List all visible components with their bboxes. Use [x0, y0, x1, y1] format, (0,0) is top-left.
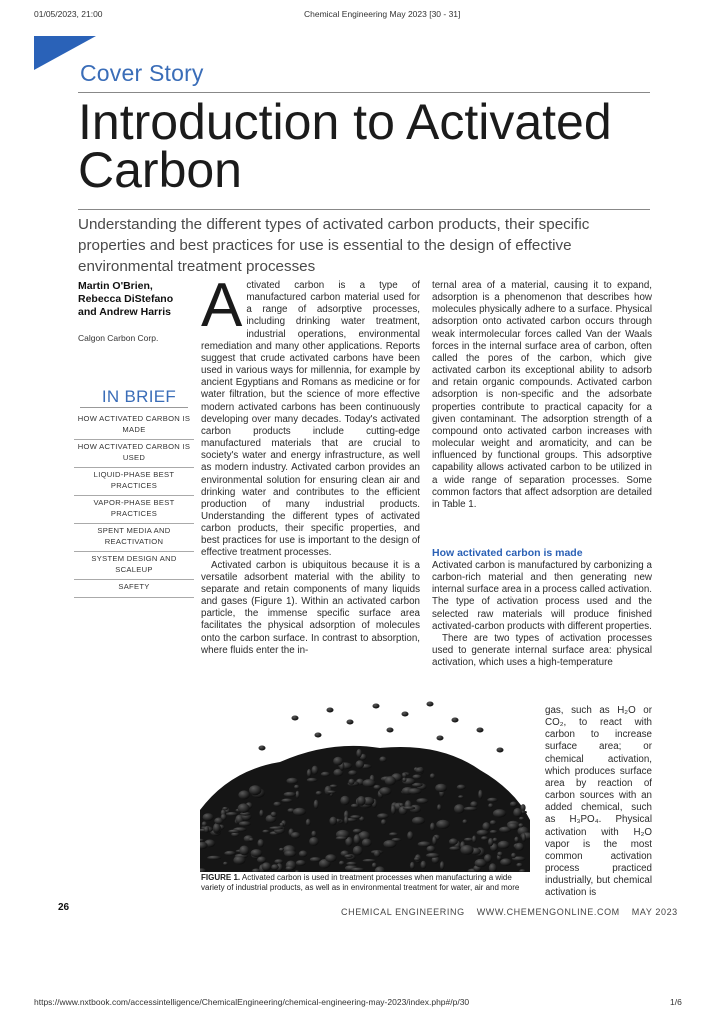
carbon-granule: [213, 823, 220, 833]
carbon-granule: [373, 704, 380, 709]
carbon-granule: [392, 838, 402, 841]
carbon-granule: [280, 823, 285, 827]
carbon-granule: [291, 832, 300, 838]
carbon-granule: [481, 836, 488, 840]
carbon-granule: [460, 845, 473, 855]
running-footer: [341, 907, 690, 917]
body-paragraph: ctivated carbon is a type of manufactured carbon material used for a range of adsorptive processes, including drinking water treatment, industrial operations, environmental remediation and many other applications. Reports suggest that crude activated carbons have been used in various ways for millennia, for example by ancient Egyptians and Romans as medicine or for water filtration, but the science of more effective modern activated carbons has been continuously developing over many decades. Today's activated carbon products include cutting-edge manufactured materials that are crucial to society's water and energy infrastructure, as well as modern industry. Activated carbon provides an environmental solution for ensuring clean air and drinking water and contributes to the efficient production of many industrial products. Understanding the different types of activated carbon products, their specific properties, and best practices for use is important to the design of effective treatment processes.: [201, 280, 420, 559]
carbon-granule: [257, 857, 266, 864]
carbon-granule: [330, 785, 338, 788]
in-brief-heading: IN BRIEF: [101, 387, 177, 406]
carbon-granule: [222, 807, 228, 810]
carbon-granule: [490, 830, 498, 834]
carbon-granule: [475, 859, 487, 867]
carbon-granule: [407, 831, 413, 840]
body-paragraph: ternal area of a material, causing it to expand, adsorption is a phenomenon that describes how molecules physically adhere to a surface. Physical adsorption onto activated carbon occurs through weak intermolecular forces called Van der Waals forces in the internal surface area of carbon, often called the pores of the carbon, which give activated carbon its exceptional ability to adsorb and retain organic compounds. Activated carbon adsorption is non-specific and the adsorbate properties contribute to practical capacity for a given contaminant. The adsorption strength of a compound onto activated carbon increases with molecular weight and aromaticity, and can be influenced by functional groups. This adsorptive capability allows activated carbon to be utilized in a wide range of separation processes. Some common factors that affect adsorption are detailed in Table 1.: [432, 280, 652, 510]
carbon-granule: [347, 720, 354, 725]
carbon-granule: [309, 837, 319, 846]
carbon-granule: [514, 837, 518, 843]
carbon-granule: [500, 858, 511, 865]
carbon-granule: [515, 843, 524, 851]
carbon-granule: [292, 716, 299, 721]
carbon-granule: [344, 854, 352, 858]
carbon-granule: [203, 813, 214, 821]
carbon-granule: [449, 846, 460, 850]
carbon-granule: [346, 862, 357, 866]
carbon-granule: [421, 861, 427, 869]
carbon-granule: [510, 802, 517, 807]
carbon-granule: [379, 787, 391, 795]
divider: [78, 209, 650, 210]
figure-caption-text: Activated carbon is used in treatment processes when manufacturing a wide variety of industrial products, as well as in environmental treatment for water, air and more: [201, 873, 520, 892]
print-datetime: 01/05/2023, 21:00: [34, 9, 103, 19]
carbon-granule: [284, 850, 296, 857]
body-paragraph: Activated carbon is manufactured by carbonizing a carbon-rich material and then generating new internal surface area in a process called activation. The type of activation process used and the selected raw materials will produce finished activated-carbon products with different properties.: [432, 560, 653, 632]
carbon-granule: [452, 718, 459, 723]
carbon-granule: [508, 823, 519, 830]
in-brief-list: [74, 412, 194, 598]
carbon-granule: [519, 817, 524, 820]
carbon-granule: [427, 702, 434, 707]
section-heading: How activated carbon is made: [432, 547, 583, 559]
carbon-granule: [402, 773, 407, 778]
carbon-granule: [249, 838, 254, 841]
carbon-granule: [239, 821, 251, 826]
carbon-granule: [416, 798, 428, 803]
carbon-granule: [430, 823, 435, 831]
carbon-granule: [325, 786, 332, 795]
carbon-granule: [350, 815, 361, 819]
carbon-granule: [233, 856, 245, 865]
issue-date: MAY 2023: [631, 907, 678, 917]
figure-caption: [201, 873, 536, 893]
carbon-granule: [274, 859, 283, 864]
page-number: 26: [58, 902, 70, 913]
carbon-granule: [427, 846, 436, 853]
carbon-granule: [391, 805, 396, 815]
carbon-granule: [294, 785, 299, 789]
body-column-3: [545, 705, 652, 900]
carbon-granule: [454, 804, 465, 813]
carbon-granule: [307, 778, 318, 782]
carbon-granule: [293, 808, 306, 816]
carbon-granule: [493, 809, 506, 817]
print-url: https://www.nxtbook.com/accessintelligence/ChemicalEngineering/chemical-engineering-may-2023/index.php#/p/30: [34, 997, 470, 1007]
carbon-granule: [457, 785, 466, 790]
carbon-granule: [402, 778, 406, 782]
carbon-granule: [477, 830, 489, 836]
carbon-granule: [497, 852, 502, 857]
carbon-granule: [340, 796, 349, 805]
body-column-1: [201, 271, 420, 657]
carbon-granule: [348, 770, 357, 775]
print-doc-title: Chemical Engineering May 2023 [30 - 31]: [304, 9, 461, 19]
carbon-granule: [287, 778, 299, 784]
in-brief-item[interactable]: HOW ACTIVATED CARBON IS MADE: [74, 412, 194, 440]
carbon-granule: [487, 798, 498, 802]
carbon-granule: [306, 819, 311, 826]
carbon-granule: [353, 829, 362, 833]
carbon-granule: [202, 821, 207, 826]
carbon-granule: [437, 736, 444, 741]
carbon-granule: [271, 864, 279, 870]
carbon-granule: [488, 838, 493, 846]
carbon-granule: [326, 791, 336, 794]
carbon-granule: [379, 757, 386, 763]
carbon-granule: [449, 838, 458, 845]
carbon-granule: [279, 848, 284, 851]
carbon-granule: [315, 733, 322, 738]
carbon-granule: [223, 862, 228, 865]
carbon-granule: [478, 790, 482, 800]
in-brief-item[interactable]: LIQUID-PHASE BEST PRACTICES: [74, 468, 194, 496]
activated-carbon-photo: [200, 700, 530, 872]
carbon-granule: [314, 800, 319, 809]
drop-cap: A: [201, 271, 243, 340]
carbon-granule: [493, 838, 498, 842]
carbon-granule: [307, 769, 312, 777]
carbon-granule: [385, 776, 396, 785]
carbon-granule: [464, 807, 477, 811]
carbon-granule: [354, 834, 361, 844]
carbon-granule: [269, 826, 283, 829]
carbon-granule: [377, 813, 389, 818]
carbon-granule: [464, 838, 473, 841]
carbon-granule: [413, 775, 422, 780]
carbon-granule: [226, 812, 238, 816]
carbon-granule: [251, 849, 263, 857]
carbon-granule: [325, 854, 336, 862]
carbon-granule: [238, 790, 249, 799]
carbon-granule: [402, 712, 409, 717]
carbon-granule: [296, 791, 300, 799]
carbon-granule: [470, 801, 477, 807]
carbon-granule: [258, 839, 264, 847]
carbon-granule: [477, 728, 484, 733]
body-paragraph: gas, such as H₂O or CO₂, to react with carbon to increase surface area; or chemical activation, which produces surface area by reaction of carbon sources with an added chemical, such as H₃PO₄. Physical activation with H₂O vapor is the most common activation process practiced industrially, but chemical activation is: [545, 705, 652, 899]
carbon-granule: [498, 841, 510, 849]
carbon-granule: [403, 806, 415, 810]
carbon-granule: [374, 785, 381, 790]
body-paragraph: Activated carbon is ubiquitous because it is a versatile adsorbent material with the ability to separate and retain components of many liquids and gases (Figure 1). Within an activated carbon particle, the immense specific surface area facilitates the physical adsorption of molecules onto the carbon surface. In contrast to absorption, where fluids enter the in-: [201, 559, 420, 656]
carbon-granule: [333, 757, 343, 766]
divider: [78, 92, 650, 93]
carbon-granule: [224, 851, 235, 856]
carbon-granule: [239, 846, 249, 856]
carbon-granule: [408, 788, 422, 794]
carbon-granule: [238, 803, 250, 813]
carbon-granule: [321, 772, 330, 777]
carbon-granule: [311, 831, 316, 837]
carbon-granule: [286, 866, 294, 870]
carbon-granule: [339, 861, 345, 865]
carbon-granule: [207, 856, 221, 860]
carbon-granule: [472, 836, 476, 843]
carbon-granule: [437, 804, 441, 810]
carbon-granule: [414, 857, 420, 861]
carbon-granule: [426, 853, 440, 858]
in-brief-item[interactable]: VAPOR-PHASE BEST PRACTICES: [74, 496, 194, 524]
carbon-granule: [299, 851, 308, 858]
body-paragraph: There are two types of activation processes used to generate internal surface area: physical activation, which uses a high-temperature: [432, 632, 652, 669]
carbon-granule: [458, 795, 464, 798]
magazine-website[interactable]: WWW.CHEMENGONLINE.COM: [476, 907, 620, 917]
carbon-granule: [436, 820, 450, 829]
carbon-granule: [372, 863, 377, 868]
carbon-granule: [356, 760, 365, 768]
carbon-granule: [329, 817, 337, 826]
carbon-granule: [353, 846, 363, 856]
carbon-granule: [490, 820, 496, 825]
carbon-granule: [356, 749, 362, 758]
section-kicker: Cover Story: [80, 60, 204, 86]
carbon-granule: [271, 812, 277, 817]
carbon-granule: [316, 791, 322, 795]
carbon-granule: [344, 816, 348, 825]
carbon-granule: [516, 863, 522, 867]
carbon-granule: [435, 784, 447, 792]
carbon-granule: [296, 860, 306, 866]
carbon-granule: [381, 819, 386, 825]
carbon-granule: [412, 817, 425, 825]
article-title: Introduction to Activated Carbon: [78, 94, 612, 198]
body-column-2-continued: [432, 560, 652, 669]
carbon-granule: [281, 799, 292, 803]
carbon-granule: [312, 766, 319, 775]
carbon-granule: [362, 839, 372, 847]
carbon-granule: [348, 779, 354, 785]
divider: [80, 407, 188, 408]
carbon-granule: [440, 861, 444, 870]
carbon-granule: [518, 823, 523, 827]
carbon-granule: [363, 859, 377, 862]
figure-caption-label: FIGURE 1.: [201, 873, 241, 882]
carbon-granule: [513, 808, 522, 817]
carbon-granule: [415, 767, 424, 773]
article-deck: Understanding the different types of activated carbon products, their specific properties and best practices for use is essential to the design of effective environmental treatment processes: [78, 216, 590, 275]
carbon-granule: [351, 804, 359, 808]
carbon-granule: [511, 853, 516, 858]
carbon-granule: [228, 830, 240, 833]
carbon-granule: [204, 826, 209, 833]
in-brief-item[interactable]: SYSTEM DESIGN AND SCALEUP: [74, 552, 194, 580]
carbon-granule: [259, 810, 263, 817]
carbon-granule: [327, 708, 334, 713]
carbon-granule: [387, 728, 394, 733]
carbon-granule: [284, 792, 296, 797]
magazine-name: CHEMICAL ENGINEERING: [341, 907, 465, 917]
carbon-granule: [430, 773, 435, 778]
carbon-granule: [310, 857, 321, 862]
carbon-granule: [463, 819, 468, 823]
carbon-granule: [357, 796, 366, 806]
carbon-granule: [389, 832, 398, 836]
carbon-granule: [522, 833, 526, 842]
carbon-granule: [259, 746, 266, 751]
carbon-granule: [336, 836, 348, 840]
author-affiliation: Calgon Carbon Corp.: [78, 333, 159, 343]
carbon-granule: [249, 785, 261, 795]
carbon-granule: [374, 850, 381, 857]
carbon-granule: [221, 814, 227, 821]
in-brief-item[interactable]: HOW ACTIVATED CARBON IS USED: [74, 440, 194, 468]
carbon-granule: [432, 836, 437, 845]
carbon-granule: [363, 779, 376, 787]
carbon-granule: [262, 862, 272, 870]
carbon-granule: [482, 822, 490, 831]
print-page-indicator: 1/6: [670, 997, 682, 1007]
in-brief-item[interactable]: SPENT MEDIA AND REACTIVATION: [74, 524, 194, 552]
carbon-granule: [497, 748, 504, 753]
carbon-granule: [262, 830, 269, 833]
carbon-granule: [488, 803, 493, 807]
carbon-granule: [351, 868, 364, 872]
carbon-granule: [410, 862, 415, 869]
author-byline: Martin O'Brien, Rebecca DiStefano and Andrew Harris: [78, 280, 174, 318]
in-brief-item[interactable]: SAFETY: [74, 580, 194, 598]
carbon-granule: [274, 802, 282, 807]
body-column-2: [432, 280, 652, 511]
